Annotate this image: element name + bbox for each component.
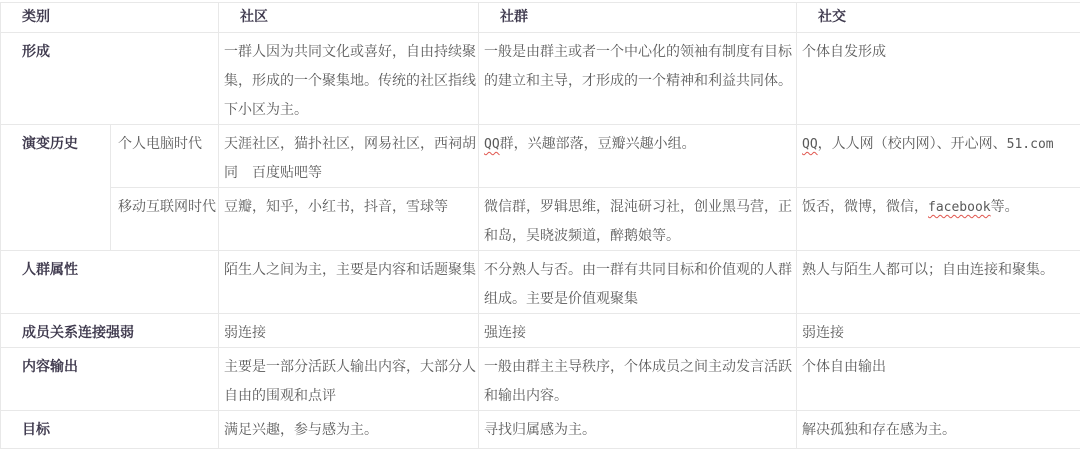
row-formation bbox=[1, 33, 1080, 125]
col-header-category: 类别 bbox=[1, 3, 219, 33]
comparison-table bbox=[0, 2, 1080, 449]
cell-pc-era-shejiao bbox=[797, 125, 1080, 188]
cell-crowd-shequn: 不分熟人与否。由一群有共同目标和价值观的人群组成。主要是价值观聚集 bbox=[479, 251, 797, 314]
cell-goal-shejiao: 解决孤独和存在感为主。 bbox=[797, 411, 1080, 449]
row-label-evolution: 演变历史 bbox=[1, 125, 111, 251]
cell-content-output-shejiao: 个体自由输出 bbox=[797, 348, 1080, 411]
cell-goal-shequ: 满足兴趣，参与感为主。 bbox=[219, 411, 479, 449]
text-part: 饭否，微博，微信， bbox=[802, 198, 928, 214]
cell-crowd-shejiao: 熟人与陌生人都可以；自由连接和聚集。 bbox=[797, 251, 1080, 314]
row-content-output bbox=[1, 348, 1080, 411]
text-part: 等。 bbox=[991, 198, 1019, 214]
sub-label-mobile-era: 移动互联网时代 bbox=[111, 188, 219, 251]
row-label-goal: 目标 bbox=[1, 411, 219, 449]
row-label-formation: 形成 bbox=[1, 33, 219, 125]
cell-pc-era-shequ: 天涯社区，猫扑社区，网易社区，西祠胡同 百度贴吧等 bbox=[219, 125, 479, 188]
spellcheck-word: facebook bbox=[928, 200, 991, 215]
cell-content-output-shequ: 主要是一部分活跃人输出内容，大部分人自由的围观和点评 bbox=[219, 348, 479, 411]
row-evolution-pc-era bbox=[1, 125, 1080, 188]
row-label-content-output: 内容输出 bbox=[1, 348, 219, 411]
col-header-shequ: 社区 bbox=[219, 3, 479, 33]
spellcheck-word: QQ bbox=[802, 137, 818, 152]
latin-word: 51.com bbox=[1007, 137, 1054, 152]
cell-formation-shejiao: 个体自发形成 bbox=[797, 33, 1080, 125]
cell-content-output-shequn: 一般由群主主导秩序，个体成员之间主动发言活跃和输出内容。 bbox=[479, 348, 797, 411]
cell-connection-shejiao: 弱连接 bbox=[797, 314, 1080, 348]
text-part: 群，兴趣部落，豆瓣兴趣小组。 bbox=[500, 135, 696, 151]
cell-mobile-era-shejiao bbox=[797, 188, 1080, 251]
row-evolution-mobile-era bbox=[1, 188, 1080, 251]
cell-mobile-era-shequn: 微信群，罗辑思维，混沌研习社，创业黑马营，正和岛，吴晓波频道，醉鹅娘等。 bbox=[479, 188, 797, 251]
spellcheck-word: QQ bbox=[484, 137, 500, 152]
cell-connection-shequn: 强连接 bbox=[479, 314, 797, 348]
sub-label-pc-era: 个人电脑时代 bbox=[111, 125, 219, 188]
cell-crowd-shequ: 陌生人之间为主，主要是内容和话题聚集 bbox=[219, 251, 479, 314]
cell-goal-shequn: 寻找归属感为主。 bbox=[479, 411, 797, 449]
row-connection bbox=[1, 314, 1080, 348]
col-header-shejiao: 社交 bbox=[797, 3, 1080, 33]
cell-pc-era-shequn bbox=[479, 125, 797, 188]
row-label-connection: 成员关系连接强弱 bbox=[1, 314, 219, 348]
cell-formation-shequ: 一群人因为共同文化或喜好，自由持续聚集，形成的一个聚集地。传统的社区指线下小区为主。 bbox=[219, 33, 479, 125]
row-goal bbox=[1, 411, 1080, 449]
row-label-crowd: 人群属性 bbox=[1, 251, 219, 314]
header-row bbox=[1, 3, 1080, 33]
cell-mobile-era-shequ: 豆瓣，知乎，小红书，抖音，雪球等 bbox=[219, 188, 479, 251]
cell-connection-shequ: 弱连接 bbox=[219, 314, 479, 348]
col-header-shequn: 社群 bbox=[479, 3, 797, 33]
row-crowd bbox=[1, 251, 1080, 314]
text-part: ，人人网（校内网）、开心网、 bbox=[818, 135, 1007, 151]
cell-formation-shequn: 一般是由群主或者一个中心化的领袖有制度有目标的建立和主导，才形成的一个精神和利益共同体。 bbox=[479, 33, 797, 125]
